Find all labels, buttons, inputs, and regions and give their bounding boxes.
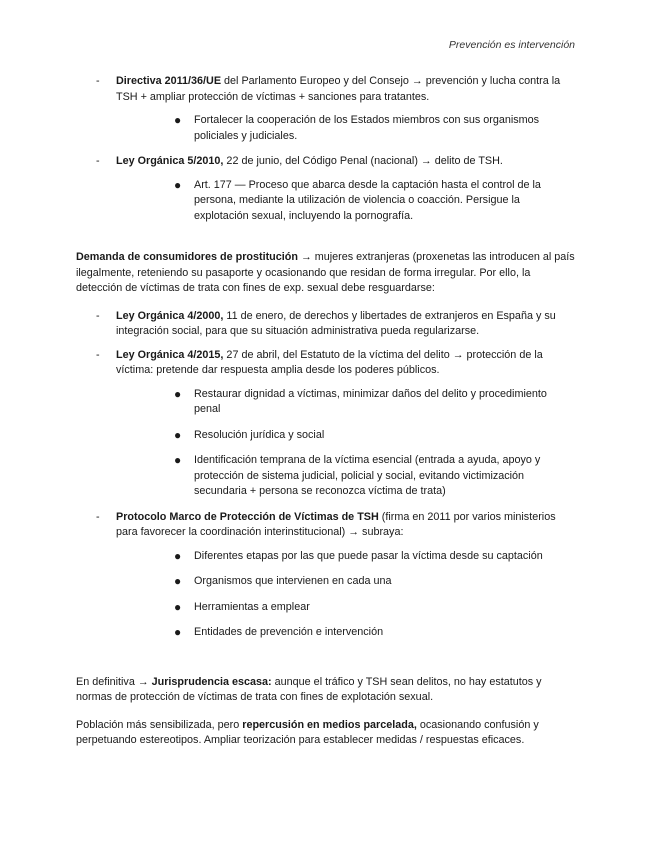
conclusion-highlight: Jurisprudencia escasa:: [151, 675, 272, 688]
bullet-dot-icon: ●: [174, 177, 182, 192]
item-title: Ley Orgánica 4/2015,: [116, 348, 224, 361]
conclusion-text: ocasionando confusión y perpetuando estereotipos. Ampliar teorización para establecer medidas / respuestas eficaces.: [76, 718, 539, 746]
bullet-item: [116, 600, 576, 616]
legal-list-2: [76, 309, 576, 641]
sub-bullets: [116, 178, 576, 225]
list-item: [76, 510, 576, 641]
bullet-text: Fortalecer la cooperación de los Estados miembros con sus organismos policiales y judiciales.: [194, 114, 540, 142]
bullet-text: Art. 177 — Proceso que abarca desde la captación hasta el control de la persona, mediante la utilización de violencia o coacción. Persigue la explotación sexual, incluyendo la pornografía.: [194, 178, 541, 222]
conclusion-highlight: repercusión en medios parcelada,: [242, 718, 417, 731]
dash-marker: -: [96, 510, 100, 523]
dash-marker: -: [96, 75, 100, 87]
sub-bullets: [116, 113, 576, 144]
running-header: Prevención es intervención: [448, 39, 575, 51]
bullet-dot-icon: ●: [174, 386, 182, 401]
bullet-item: [116, 113, 576, 144]
bullet-dot-icon: ●: [174, 113, 182, 127]
conclusion-lead: En definitiva →: [76, 675, 152, 688]
item-title: Ley Orgánica 5/2010,: [116, 155, 224, 167]
item-text: 27 de abril, del Estatuto de la víctima del delito → protección de la víctima: pretende dar respuesta amplia desde los poderes públicos.: [116, 348, 543, 376]
list-item: [76, 74, 576, 144]
bullet-text: Resolución jurídica y social: [194, 428, 325, 441]
bullet-item: [116, 549, 576, 565]
bullet-text: Restaurar dignidad a víctimas, minimizar daños del delito y procedimiento penal: [194, 387, 547, 415]
item-text: 22 de junio, del Código Penal (nacional) → delito de TSH.: [223, 155, 503, 167]
demand-title: Demanda de consumidores de prostitución: [76, 251, 298, 263]
list-item: [76, 348, 576, 500]
conclusion-paragraph: [76, 675, 576, 706]
conclusion-lead: Población más sensibilizada, pero: [76, 718, 243, 731]
bullet-text: Entidades de prevención e intervención: [194, 626, 384, 638]
bullet-item: [116, 428, 576, 444]
bullet-dot-icon: ●: [174, 548, 182, 563]
sub-bullets: [116, 549, 576, 641]
item-title: Protocolo Marco de Protección de Víctimas de TSH: [116, 510, 379, 523]
bullet-text: Organismos que intervienen en cada una: [194, 575, 392, 587]
bullet-dot-icon: ●: [174, 599, 182, 614]
dash-marker: -: [96, 309, 100, 322]
conclusion-paragraph: [76, 718, 576, 749]
bullet-item: [116, 453, 576, 500]
bullet-text: Diferentes etapas por las que puede pasar la víctima desde su captación: [194, 549, 543, 562]
item-title: Directiva 2011/36/UE: [116, 75, 222, 87]
item-title: Ley Orgánica 4/2000,: [116, 309, 224, 322]
legal-list-1: [76, 74, 576, 224]
list-item: [76, 154, 576, 224]
conclusion-text: aunque el tráfico y TSH sean delitos, no hay estatutos y normas de protección de víctimas de trata con fines de explotación sexual.: [76, 675, 542, 703]
bullet-dot-icon: ●: [174, 453, 182, 467]
list-item: [76, 309, 576, 340]
item-text: (firma en 2011 por varios ministerios para favorecer la coordinación interinstitucional) → subraya:: [116, 510, 556, 538]
bullet-text: Identificación temprana de la víctima esencial (entrada a ayuda, apoyo y protección de sistema judicial, policial y social, evitando victimización secundaria + persona se reconozca víctima de trata): [194, 454, 541, 497]
page-content: [76, 74, 576, 761]
dash-marker: -: [96, 348, 100, 361]
dash-marker: -: [96, 155, 100, 167]
bullet-dot-icon: ●: [174, 574, 182, 588]
bullet-item: [116, 574, 576, 590]
bullet-item: [116, 178, 576, 225]
bullet-item: [116, 387, 576, 418]
item-text: del Parlamento Europeo y del Consejo → prevención y lucha contra la TSH + ampliar protección de víctimas + sanciones para tratantes.: [116, 75, 561, 103]
bullet-dot-icon: ●: [174, 427, 182, 442]
bullet-dot-icon: ●: [174, 625, 182, 639]
item-text: 11 de enero, de derechos y libertades de extranjeros en España y su integración social, para que su situación administrativa pueda regularizarse.: [116, 309, 556, 337]
bullet-item: [116, 625, 576, 641]
demand-paragraph: [76, 250, 576, 297]
demand-text: → mujeres extranjeras (proxenetas las introducen al país ilegalmente, reteniendo su pasaporte y ocasionando que residan de forma irregular. Por ello, la detección de víctimas de trata con fines de exp. sexual debe resguardarse:: [76, 251, 575, 294]
bullet-text: Herramientas a emplear: [194, 600, 310, 613]
sub-bullets: [116, 387, 576, 500]
